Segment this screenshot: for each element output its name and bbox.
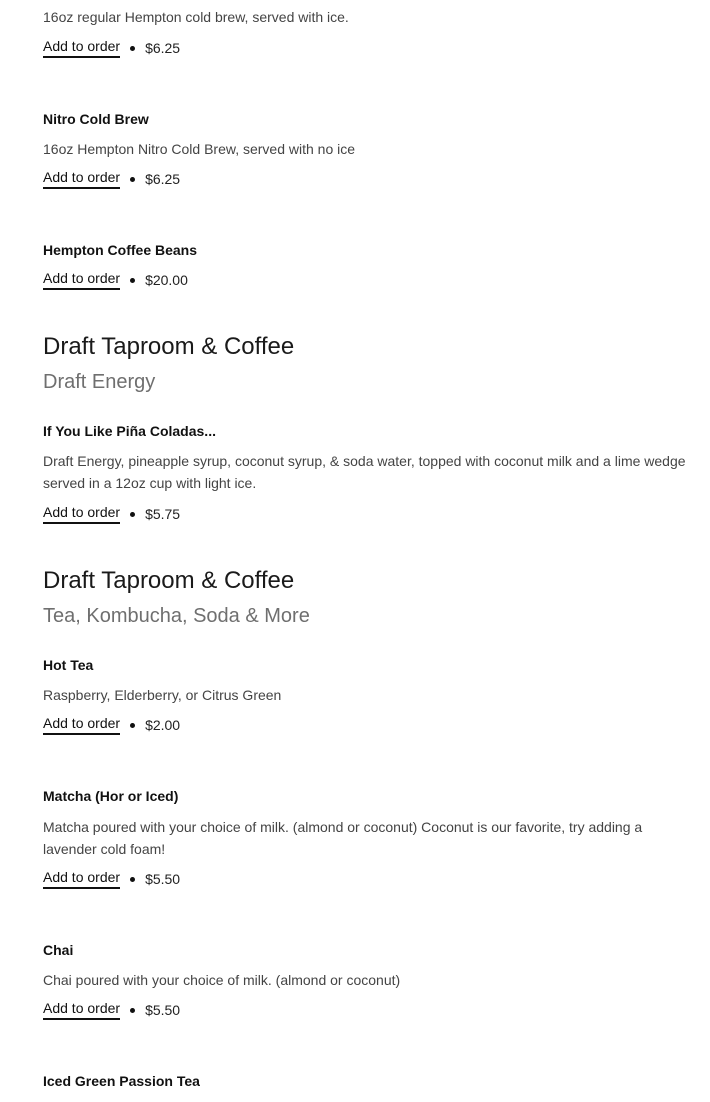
separator-dot [130,278,135,283]
item-title: Matcha (Hor or Iced) [43,788,179,804]
section-title: Draft Taproom & Coffee [43,333,295,360]
separator-dot [130,46,135,51]
item-description: Chai poured with your choice of milk. (almond or coconut) [43,972,401,988]
order-row [43,169,180,189]
separator-dot [130,177,135,182]
item-title: Chai [43,942,74,958]
order-row [43,1000,180,1020]
add-to-order-link[interactable]: Add to order [43,869,120,889]
item-price: $6.25 [145,40,181,56]
separator-dot [130,877,135,882]
order-row [43,38,180,58]
add-to-order-link[interactable]: Add to order [43,169,120,189]
add-to-order-link[interactable]: Add to order [43,715,120,735]
item-price: $20.00 [145,272,188,288]
order-row [43,715,180,735]
item-description: Raspberry, Elderberry, or Citrus Green [43,687,282,703]
item-description: Draft Energy, pineapple syrup, coconut syrup, & soda water, topped with coconut milk and a lime wedge served in a 12oz cup with light ice. [43,453,686,491]
separator-dot [130,512,135,517]
item-price: $5.75 [145,506,181,522]
separator-dot [130,1008,135,1013]
section-subtitle: Draft Energy [43,371,156,393]
item-title: Hot Tea [43,657,94,673]
add-to-order-link[interactable]: Add to order [43,270,120,290]
separator-dot [130,723,135,728]
item-price: $6.25 [145,171,181,187]
order-row [43,869,180,889]
add-to-order-link[interactable]: Add to order [43,1000,120,1020]
item-title: Nitro Cold Brew [43,111,149,127]
item-description: Matcha poured with your choice of milk. (almond or coconut) Coconut is our favorite, try adding a lavender cold foam! [43,819,643,857]
order-row [43,270,188,290]
item-description: 16oz Hempton Nitro Cold Brew, served with no ice [43,141,356,157]
item-price: $5.50 [145,871,181,887]
item-description: 16oz regular Hempton cold brew, served with ice. [43,9,349,25]
section-subtitle: Tea, Kombucha, Soda & More [43,605,310,627]
add-to-order-link[interactable]: Add to order [43,504,120,524]
section-title: Draft Taproom & Coffee [43,567,295,594]
order-row [43,504,180,524]
item-title: Hempton Coffee Beans [43,242,198,258]
item-price: $2.00 [145,717,181,733]
add-to-order-link[interactable]: Add to order [43,38,120,58]
item-title: Iced Green Passion Tea [43,1073,200,1089]
item-price: $5.50 [145,1002,181,1018]
item-title: If You Like Piña Coladas... [43,423,216,439]
